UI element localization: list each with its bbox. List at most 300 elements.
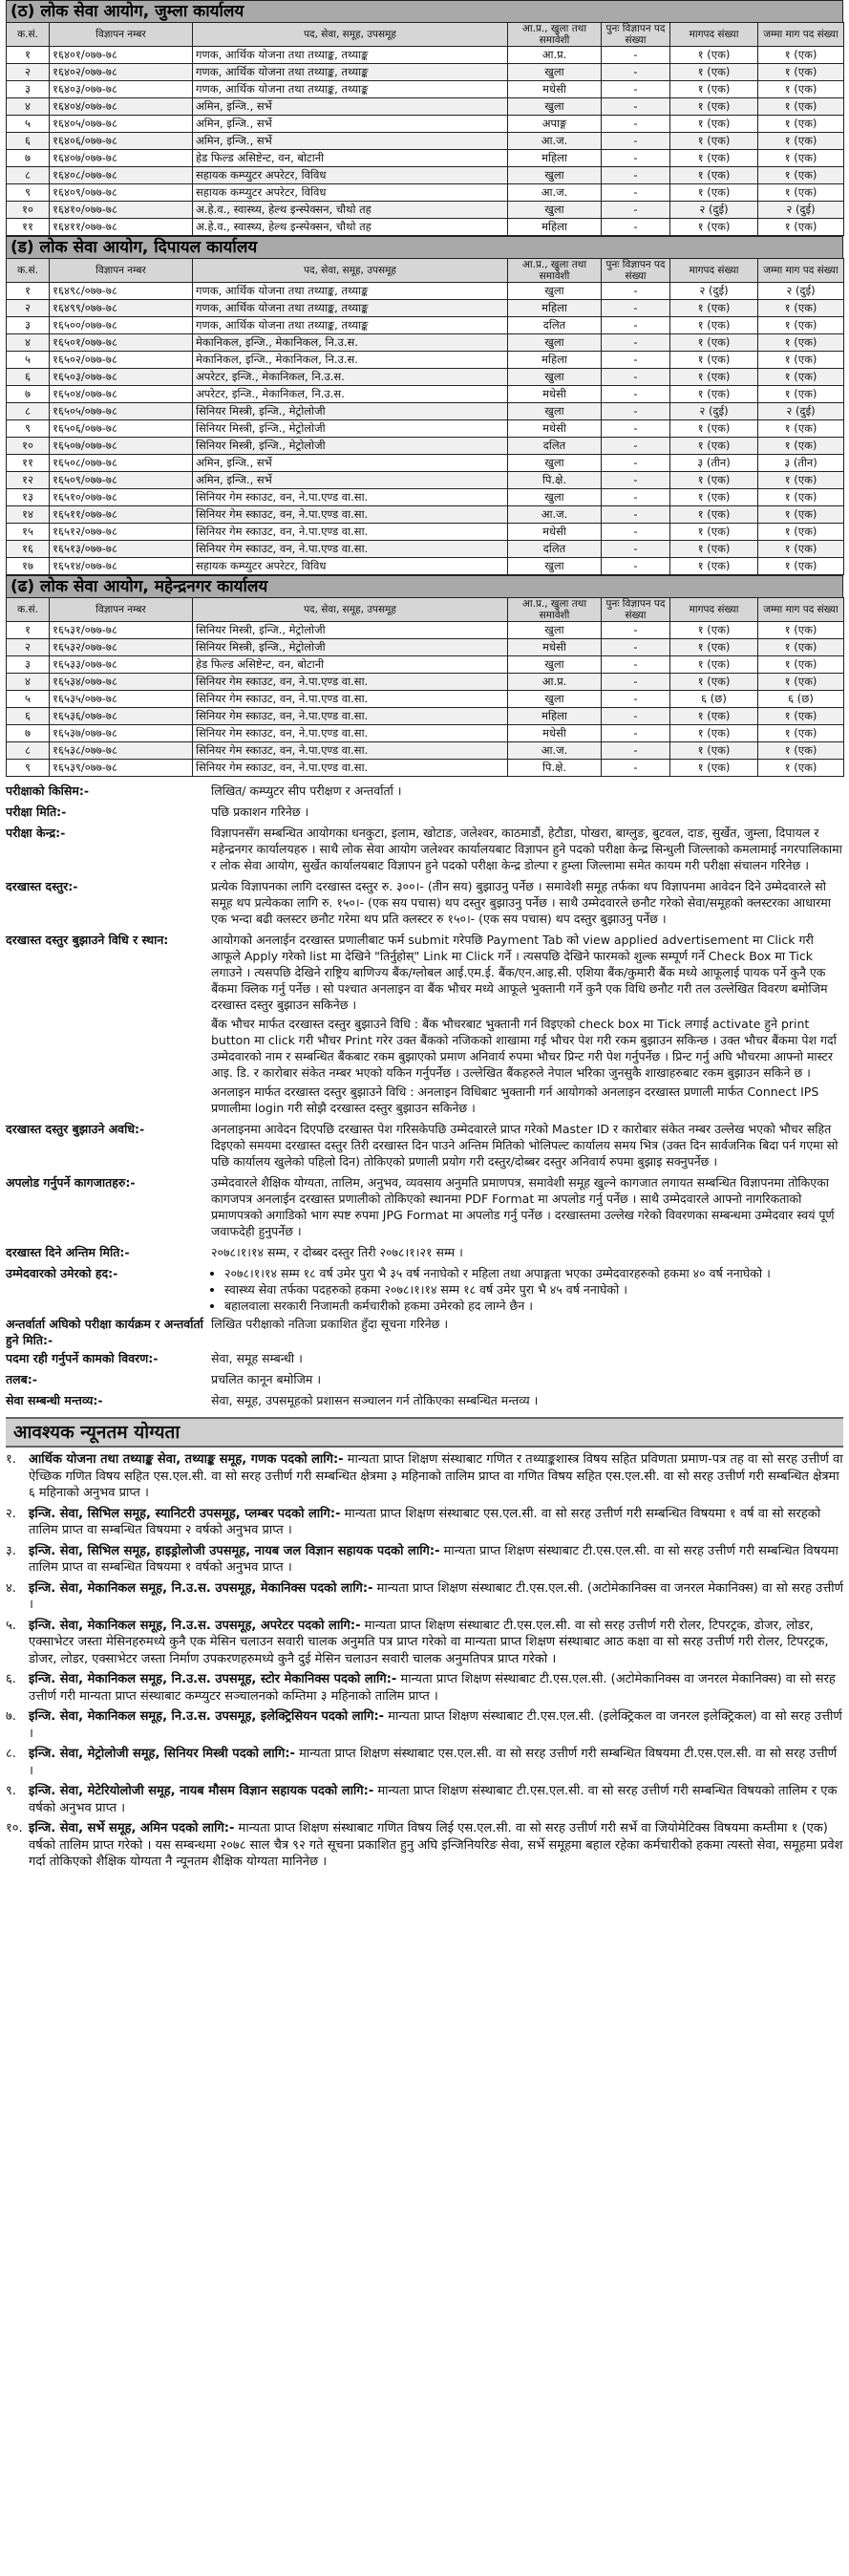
table-cell: १ (एक) [670, 116, 758, 133]
table-cell: ५ [7, 352, 50, 369]
table-cell: सिनियर गेम स्काउट, वन, ने.पा.एण्ड वा.सा. [193, 760, 508, 777]
column-header: मागपद संख्या [670, 259, 758, 283]
table-cell: १ [7, 622, 50, 639]
info-value [211, 804, 843, 823]
table-cell: - [602, 742, 670, 760]
table-cell: महिला [508, 300, 602, 317]
table-cell: १ (एक) [758, 438, 844, 455]
table-cell: २ (दुई) [758, 403, 844, 420]
vacancy-sections [6, 0, 843, 777]
table-cell: ३ [7, 656, 50, 674]
table-cell: ७ [7, 725, 50, 742]
table-cell: अमिन, इन्जि., सर्भे [193, 455, 508, 472]
table-cell: १ (एक) [670, 708, 758, 725]
table-row [7, 386, 844, 403]
qualifications-heading: आवश्यक न्यूनतम योग्यता [6, 1417, 843, 1448]
table-cell: - [602, 656, 670, 674]
qualification-number: ५. [6, 1618, 16, 1633]
table-cell: मधेसी [508, 420, 602, 438]
column-header: क.सं. [7, 259, 50, 283]
table-cell: १ [7, 47, 50, 64]
table-cell: ४ [7, 98, 50, 116]
qualifications-list [6, 1451, 843, 1871]
table-row [7, 455, 844, 472]
table-cell: मधेसी [508, 725, 602, 742]
table-cell: १ (एक) [670, 98, 758, 116]
table-cell: ४ [7, 674, 50, 691]
table-cell: मेकानिकल, इन्जि., मेकानिकल, नि.उ.स. [193, 334, 508, 352]
table-cell: १ (एक) [758, 420, 844, 438]
table-cell: १ (एक) [758, 742, 844, 760]
table-cell: - [602, 472, 670, 489]
table-cell: - [602, 167, 670, 184]
table-cell: - [602, 403, 670, 420]
table-cell: - [602, 184, 670, 202]
qualification-item [6, 1618, 843, 1668]
table-cell: मधेसी [508, 639, 602, 656]
qualification-post: इन्जि. सेवा, मेकानिकल समूह, नि.उ.स. उपसमूह, इलेक्ट्रिसियन पदको लागि:- [29, 1709, 385, 1724]
table-cell: १६५३२/०७७-७८ [50, 639, 193, 656]
table-cell: अमिन, इन्जि., सर्भे [193, 98, 508, 116]
table-row [7, 558, 844, 575]
table-cell: १६५१३/०७७-७८ [50, 541, 193, 558]
info-row [6, 783, 843, 802]
table-cell: सिनियर मिस्त्री, इन्जि., मेट्रोलोजी [193, 622, 508, 639]
table-cell: १२ [7, 472, 50, 489]
qualification-requirement: मान्यता प्राप्त शिक्षण संस्थाबाट टी.एस.एल.सी. (इलेक्ट्रिकल वा जनरल इलेक्ट्रिकल) वा सो सरह उत्तीर्ण । [29, 1709, 842, 1741]
table-cell: १ (एक) [670, 524, 758, 541]
table-cell: ६ [7, 708, 50, 725]
table-cell: अ.हे.व., स्वास्थ्य, हेल्थ इन्स्पेक्सन, चौथो तह [193, 219, 508, 236]
table-cell: सहायक कम्प्युटर अपरेटर, विविध [193, 167, 508, 184]
table-cell: १६४१०/०७७-७८ [50, 202, 193, 219]
table-cell: ५ [7, 116, 50, 133]
table-cell: १६४०३/०७७-७८ [50, 81, 193, 98]
table-cell: ४ [7, 334, 50, 352]
table-row [7, 472, 844, 489]
table-cell: १ (एक) [758, 760, 844, 777]
table-row [7, 742, 844, 760]
info-label: परीक्षाको किसिम:- [6, 784, 90, 798]
table-cell: १६४९८/०७७-७८ [50, 283, 193, 300]
table-cell: १६५०८/०७७-७८ [50, 455, 193, 472]
table-cell: ३ [7, 81, 50, 98]
table-row [7, 708, 844, 725]
table-cell: १ (एक) [758, 472, 844, 489]
table-cell: २ [7, 64, 50, 81]
table-cell: - [602, 455, 670, 472]
table-cell: - [602, 541, 670, 558]
table-cell: - [602, 334, 670, 352]
table-cell: २ (दुई) [670, 403, 758, 420]
info-row [6, 1121, 843, 1172]
info-value [211, 825, 843, 876]
table-cell: खुला [508, 691, 602, 708]
info-paragraph: सेवा, समूह, उपसमूहको प्रशासन सञ्चालन गर्न तोकिएका सम्बन्धित मन्तव्य । [211, 1393, 539, 1407]
table-cell: - [602, 674, 670, 691]
table-cell: गणक, आर्थिक योजना तथा तथ्याङ्क, तथ्याङ्क [193, 47, 508, 64]
table-cell: दलित [508, 317, 602, 334]
info-row [6, 1174, 843, 1242]
table-cell: १६४०१/०७७-७८ [50, 47, 193, 64]
table-row [7, 524, 844, 541]
table-cell: सिनियर मिस्त्री, इन्जि., मेट्रोलोजी [193, 403, 508, 420]
table-cell: दलित [508, 438, 602, 455]
table-cell: १६५३८/०७७-७८ [50, 742, 193, 760]
info-paragraph: सेवा, समूह सम्बन्धी । [211, 1351, 303, 1365]
table-cell: आ.प्र. [508, 674, 602, 691]
table-cell: - [602, 116, 670, 133]
table-cell: ५ [7, 691, 50, 708]
qualification-item [6, 1783, 843, 1816]
table-cell: ९ [7, 184, 50, 202]
info-paragraph: अनलाइन मार्फत दरखास्त दस्तुर बुझाउने विधि : अनलाइन विधिबाट भुक्तानी गर्न आयोगको अनलाइन दरखास्त प्रणाली मार्फत Connect IPS प्रणालीमा login गरी सोझै दरखास्त दस्तुर बुझाउन सकिनेछ । [211, 1084, 819, 1115]
column-header: पद, सेवा, समूह, उपसमूह [193, 23, 508, 47]
qualification-text [29, 1580, 843, 1614]
column-header: पद, सेवा, समूह, उपसमूह [193, 598, 508, 622]
info-paragraph: पछि प्रकाशन गरिनेछ । [211, 805, 309, 819]
table-row [7, 317, 844, 334]
table-cell: खुला [508, 622, 602, 639]
table-cell: दलित [508, 541, 602, 558]
qualification-requirement: मान्यता प्राप्त शिक्षण संस्थाबाट टी.एस.एल.सी. वा सो सरह उत्तीर्ण गरी रोलर, टिपरट्रक, डोजर, लोडर, एक्साभेटर जस्ता मेसिनहरुमध्ये कुनै एक मेसिन चलाउन सवारी चालक अनुमति पत्र प्राप्त गरेको वा मान्यता प्राप्त शिक्षण संस्थाबाट आठ कक्षा वा सो सरह उत्तीर्ण गरी रोलर, टिपरट्रक, डोजर, लोडर, एक्साभेटर जस्ता निर्माण उपकरणहरुमध्ये कुनै दुई मेसिन चलाउन सवारी चालक अनुमतिपत्र प्राप्त गरेको । [29, 1618, 829, 1666]
info-value [211, 1265, 843, 1314]
info-label: परीक्षा मिति:- [6, 805, 67, 819]
info-value [211, 1371, 843, 1390]
table-cell: १ (एक) [670, 150, 758, 167]
table-cell: खुला [508, 455, 602, 472]
table-cell: १ (एक) [758, 541, 844, 558]
table-cell: अपाङ्ग [508, 116, 602, 133]
table-cell: १ (एक) [670, 472, 758, 489]
table-cell: ११ [7, 219, 50, 236]
table-cell: सिनियर मिस्त्री, इन्जि., मेट्रोलोजी [193, 420, 508, 438]
qualification-item [6, 1708, 843, 1742]
table-cell: १६५०७/०७७-७८ [50, 438, 193, 455]
qualification-requirement: मान्यता प्राप्त शिक्षण संस्थाबाट टी.एस.एल.सी. वा सो सरह उत्तीर्ण गरी सम्बन्धित विषयमा तालिम प्राप्त वा सम्बन्धित विषयमा १ वर्षको अनुभव प्राप्त । [29, 1543, 838, 1575]
table-cell: १५ [7, 524, 50, 541]
info-row [6, 825, 843, 876]
table-cell: १ (एक) [670, 506, 758, 524]
table-cell: मधेसी [508, 524, 602, 541]
table-cell: १६५०५/०७७-७८ [50, 403, 193, 420]
table-cell: - [602, 489, 670, 506]
table-cell: १६४०४/०७७-७८ [50, 98, 193, 116]
qualification-number: ३. [6, 1543, 16, 1558]
section-title: (ड) लोक सेवा आयोग, दिपायल कार्यालय [6, 236, 843, 258]
table-row [7, 334, 844, 352]
info-paragraph: उम्मेदवारले शैक्षिक योग्यता, तालिम, अनुभव, व्यवसाय अनुमति प्रमाणपत्र, समावेशी समूह खुल्ने कागजात लगायत सम्बन्धित विज्ञापनमा तोकिएका कागजपत्र अनलाईन दरखास्त प्रणालीको तोकिएको स्थानमा PDF Format मा अपलोड गर्नु पर्नेछ । साथै उम्मेदवारले आफ्नो नागरिकताको प्रमाणपत्रको अगाडिको भाग स्पष्ट रुपमा JPG Format मा अपलोड गर्नु पर्नेछ । दरखास्तमा उल्लेख गरेको विवरणका सम्बन्धमा उम्मेदवार स्वयं पूर्ण जवाफदेही हुनुपर्नेछ । [211, 1175, 835, 1238]
table-cell: १ (एक) [758, 64, 844, 81]
table-cell: १ (एक) [670, 300, 758, 317]
info-label: अपलोड गर्नुपर्ने कागजातहरु:- [6, 1175, 136, 1190]
table-cell: १ (एक) [758, 708, 844, 725]
table-cell: महिला [508, 352, 602, 369]
table-cell: १० [7, 202, 50, 219]
table-cell: १ (एक) [758, 386, 844, 403]
table-cell: १६५०४/०७७-७८ [50, 386, 193, 403]
table-cell: हेड फिल्ड असिष्टेन्ट, वन, बोटानी [193, 150, 508, 167]
table-cell: १६५०६/०७७-७८ [50, 420, 193, 438]
qualification-text [29, 1708, 843, 1742]
table-row [7, 639, 844, 656]
table-cell: १ (एक) [758, 369, 844, 386]
table-cell: सिनियर गेम स्काउट, वन, ने.पा.एण्ड वा.सा. [193, 524, 508, 541]
table-cell: १ (एक) [758, 622, 844, 639]
table-cell: - [602, 760, 670, 777]
table-cell: १ (एक) [670, 674, 758, 691]
table-cell: - [602, 420, 670, 438]
column-header: विज्ञापन नम्बर [50, 23, 193, 47]
column-header: आ.प्र., खुला तथा समावेशी [508, 23, 602, 47]
column-header: पुनः विज्ञापन पद संख्या [602, 598, 670, 622]
table-cell: १ (एक) [670, 167, 758, 184]
table-cell: १ (एक) [670, 352, 758, 369]
table-cell: १६४०६/०७७-७८ [50, 133, 193, 150]
table-row [7, 47, 844, 64]
qualification-post: इन्जि. सेवा, मेट्रोलोजी समूह, सिनियर मिस्त्री पदको लागि:- [29, 1747, 295, 1761]
table-cell: १ (एक) [670, 541, 758, 558]
table-cell: - [602, 283, 670, 300]
column-header: जम्मा माग पद संख्या [758, 23, 844, 47]
table-cell: खुला [508, 489, 602, 506]
table-cell: १ (एक) [758, 558, 844, 575]
table-cell: महिला [508, 219, 602, 236]
table-cell: १ (एक) [758, 219, 844, 236]
table-cell: १६४०५/०७७-७८ [50, 116, 193, 133]
table-cell: १ (एक) [670, 219, 758, 236]
qualification-item [6, 1543, 843, 1577]
qualification-post: इन्जि. सेवा, सर्भे समूह, अमिन पदको लागि:- [29, 1821, 235, 1835]
qualification-post: आर्थिक योजना तथा तथ्याङ्क सेवा, तथ्याङ्क समूह, गणक पदको लागि:- [29, 1452, 344, 1467]
table-cell: ८ [7, 167, 50, 184]
qualification-number: ६. [6, 1672, 16, 1686]
table-cell: १ (एक) [758, 506, 844, 524]
qualification-text [29, 1543, 843, 1577]
qualification-requirement: मान्यता प्राप्त शिक्षण संस्थाबाट गणित विषय लिई एस.एल.सी. वा सो सरह उत्तीर्ण गरी सर्भे वा जियोमेटिक्स विषयमा कम्तीमा १ (एक) वर्षको तालिम प्राप्त गरेको । यस सम्बन्धमा २०७८ साल चैत्र ९२ गते सूचना प्रकाशित हुनु अघि इन्जिनियरिङ सेवा, सर्भे समूहमा बहाल रहेका कर्मचारीको हकमा त्यस्तो सेवा, समूहमा प्रवेश गर्दा तोकिएको शैक्षिक योग्यता नै न्यूनतम शैक्षिक योग्यता मानिनेछ । [29, 1821, 843, 1869]
table-cell: १६५३५/०७७-७८ [50, 691, 193, 708]
info-label: उम्मेदवारको उमेरको हद:- [6, 1266, 118, 1280]
table-cell: - [602, 64, 670, 81]
table-cell: ६ (छ) [758, 691, 844, 708]
qualification-post: इन्जि. सेवा, मेकानिकल समूह, नि.उ.स. उपसमूह, मेकानिक्स पदको लागि:- [29, 1580, 373, 1596]
info-paragraph: आयोगको अनलाईन दरखास्त प्रणालीबाट फर्म submit गरेपछि Payment Tab को view applied advertisement मा Click गरी आफूले Apply गरेको list मा देखिने "तिर्नुहोस्" Link मा Click गर्ने । त्यसपछि देखिने फारमको शुल्क सम्पूर्ण गर्ने Check Box मा Tick लगाउने । त्यसपछि देखिने राष्ट्रिय बाणिज्य बैंक/ग्लोबल आई.एम.ई. बैंक/एन.आइ.सी. एशिया बैंक/कुमारी बैंक मध्ये आफूलाई पायक पर्ने कुनै एक बैंकमा क्लिक गर्नु पर्नेछ । सो पश्चात अनलाइन वा बैंक भौचर मध्ये आफूले भुक्तानी गर्ने कुनै एक विधि छनौट गरी तल उल्लेखित विवरण बमोजिम दरखास्त दस्तुर बुझाउन सकिनेछ । [211, 933, 828, 1012]
table-cell: अ.हे.व., स्वास्थ्य, हेल्थ इन्स्पेक्सन, चौथो तह [193, 202, 508, 219]
info-paragraph: २०७८।१।१४ सम्म, र दोब्बर दस्तुर तिरी २०७८।१।२१ सम्म । [211, 1245, 463, 1259]
info-paragraph: अनलाइनमा आवेदन दिएपछि दरखास्त पेश गरिसकेपछि उम्मेदवारले प्राप्त गरेको Master ID र कारोबार संकेत नम्बर उल्लेख भएको भौचर सहित दिइएको समयमा दरखास्त दस्तुर तिरी दरखास्त दिन पाउने अन्तिम मितिको भोलिपल्ट कार्यालय समय भित्र (उक्त दिन सार्वजनिक बिदा पर्न गएमा सो पछि कार्यालय खुलेको पहिलो दिन) तोकिएको प्रणाली प्रयोग गरी दस्तुर/दोब्बर दस्तुर अनिवार्य रुपमा बुझाइ सक्नुपर्नेछ । [211, 1122, 838, 1169]
table-cell: ७ [7, 150, 50, 167]
info-bullet: • २०७८।१।१४ सम्म १८ वर्ष उमेर पुरा भै ३५ वर्ष ननाघेको र महिला तथा अपाङ्गता भएका उम्मेदवारहरुको हकमा ४० वर्ष ननाघेको । [224, 1265, 843, 1281]
table-cell: अमिन, इन्जि., सर्भे [193, 116, 508, 133]
table-cell: ७ [7, 386, 50, 403]
qualification-requirement: मान्यता प्राप्त शिक्षण संस्थाबाट टी.एस.एल.सी. (अटोमेकानिक्स वा जनरल मेकानिक्स) वा सो सरह उत्तीर्ण गरी मान्यता प्राप्त संस्थाबाट कम्प्युटर सञ्चालनको कम्तिमा ३ महिनाको तालिम प्राप्त । [29, 1672, 836, 1704]
table-cell: मधेसी [508, 386, 602, 403]
column-header: विज्ञापन नम्बर [50, 259, 193, 283]
info-value [211, 878, 843, 930]
table-cell: ११ [7, 455, 50, 472]
table-cell: १६५१०/०७७-७८ [50, 489, 193, 506]
table-cell: - [602, 98, 670, 116]
table-header-row [7, 598, 844, 622]
table-cell: सिनियर गेम स्काउट, वन, ने.पा.एण्ड वा.सा. [193, 708, 508, 725]
table-cell: २ [7, 300, 50, 317]
table-cell: १६५३१/०७७-७८ [50, 622, 193, 639]
table-cell: १६५११/०७७-७८ [50, 506, 193, 524]
column-header: जम्मा माग पद संख्या [758, 259, 844, 283]
table-cell: - [602, 47, 670, 64]
table-cell: १ (एक) [758, 98, 844, 116]
info-paragraph: लिखित परीक्षाको नतिजा प्रकाशित हुँदा सूचना गरिनेछ । [211, 1317, 449, 1331]
table-cell: १ (एक) [670, 369, 758, 386]
table-cell: ३ [7, 317, 50, 334]
table-cell: १६५००/०७७-७८ [50, 317, 193, 334]
table-row [7, 691, 844, 708]
table-header-row [7, 23, 844, 47]
column-header: मागपद संख्या [670, 23, 758, 47]
table-cell: १ (एक) [670, 622, 758, 639]
qualification-number: ४. [6, 1580, 16, 1596]
table-cell: ९ [7, 760, 50, 777]
table-cell: खुला [508, 334, 602, 352]
info-label: परीक्षा केन्द्र:- [6, 826, 66, 840]
table-cell: १ (एक) [670, 334, 758, 352]
info-row [6, 1371, 843, 1390]
table-cell: - [602, 317, 670, 334]
column-header: जम्मा माग पद संख्या [758, 598, 844, 622]
table-cell: खुला [508, 98, 602, 116]
table-cell: १६४११/०७७-७८ [50, 219, 193, 236]
table-cell: १ (एक) [670, 742, 758, 760]
vacancy-table [6, 597, 844, 777]
table-cell: १ (एक) [758, 656, 844, 674]
table-cell: पि.क्षे. [508, 472, 602, 489]
table-cell: - [602, 133, 670, 150]
table-cell: १६४०८/०७७-७८ [50, 167, 193, 184]
table-cell: १७ [7, 558, 50, 575]
table-row [7, 541, 844, 558]
table-cell: - [602, 622, 670, 639]
table-cell: अपरेटर, इन्जि., मेकानिकल, नि.उ.स. [193, 386, 508, 403]
info-label: सेवा सम्बन्धी मन्तव्य:- [6, 1393, 103, 1407]
table-row [7, 202, 844, 219]
info-paragraph: प्रत्येक विज्ञापनका लागि दरखास्त दस्तुर रु. ३००।- (तीन सय) बुझाउनु पर्नेछ । समावेशी समूह तर्फका थप विज्ञापनमा आवेदन दिने उम्मेदवारले सो समूह थप प्रत्येकका लागि रु. १५०।- (एक सय पचास) थप दस्तुर बुझाउनु पर्नेछ । साथै उम्मेदवारले छनौट गरेको सेवा/समूहको क्लस्टरका आधारमा एक भन्दा बढी क्लस्टर छनौट गरेमा थप प्रति क्लस्टर रु १५०।- (एक सय पचास) थप दस्तुर बुझाउनु पर्नेछ । [211, 879, 831, 926]
info-row [6, 1244, 843, 1263]
table-cell: १ (एक) [670, 558, 758, 575]
table-cell: - [602, 691, 670, 708]
table-cell: सिनियर गेम स्काउट, वन, ने.पा.एण्ड वा.सा. [193, 742, 508, 760]
table-cell: १ (एक) [758, 81, 844, 98]
table-cell: १ (एक) [670, 489, 758, 506]
table-row [7, 403, 844, 420]
table-cell: १ (एक) [670, 184, 758, 202]
table-cell: १ (एक) [758, 334, 844, 352]
table-cell: १ (एक) [670, 656, 758, 674]
section-title: (ढ) लोक सेवा आयोग, महेन्द्रनगर कार्यालय [6, 575, 843, 597]
column-header: पद, सेवा, समूह, उपसमूह [193, 259, 508, 283]
table-cell: हेड फिल्ड असिष्टेन्ट, वन, बोटानी [193, 656, 508, 674]
table-row [7, 133, 844, 150]
section-title: (ठ) लोक सेवा आयोग, जुम्ला कार्यालय [6, 0, 843, 22]
info-value [211, 1174, 843, 1242]
table-cell: १ (एक) [758, 133, 844, 150]
table-row [7, 167, 844, 184]
table-cell: १ (एक) [758, 116, 844, 133]
table-cell: - [602, 639, 670, 656]
table-cell: खुला [508, 656, 602, 674]
table-cell: आ.प्र. [508, 47, 602, 64]
table-cell: १ [7, 283, 50, 300]
table-cell: १६४०२/०७७-७८ [50, 64, 193, 81]
table-cell: ६ [7, 369, 50, 386]
table-cell: मधेसी [508, 81, 602, 98]
column-header: पुनः विज्ञापन पद संख्या [602, 259, 670, 283]
table-cell: १ (एक) [758, 47, 844, 64]
table-cell: सिनियर गेम स्काउट, वन, ने.पा.एण्ड वा.सा. [193, 691, 508, 708]
table-row [7, 116, 844, 133]
table-cell: १ (एक) [670, 81, 758, 98]
table-cell: - [602, 81, 670, 98]
column-header: पुनः विज्ञापन पद संख्या [602, 23, 670, 47]
qualification-item [6, 1746, 843, 1779]
info-label: दरखास्त दस्तुर:- [6, 879, 78, 893]
table-cell: १ (एक) [758, 300, 844, 317]
table-cell: - [602, 219, 670, 236]
info-paragraph: विज्ञापनसँग सम्बन्धित आयोगका धनकुटा, इलाम, खोटाङ, जलेश्वर, काठमाडौं, हेटौडा, पोखरा, बाग्लुङ, बुटवल, दाङ, सुर्खेत, जुम्ला, दिपायल र महेन्द्रनगर कार्यालयहरु । साथै लोक सेवा आयोग जलेश्वर कार्यालयबाट विज्ञापन हुने पदको परीक्षा केन्द्र सिन्धुली जिल्लाको कमलामाई नगरपालिकामा र लोक सेवा आयोग, सुर्खेत कार्यालयबाट विज्ञापन हुने पदको परीक्षा केन्द्र डोल्पा र हुम्ला जिल्लामा समेत कायम गरी परीक्षा संचालन गरिनेछ । [211, 826, 842, 872]
vacancy-table [6, 22, 844, 236]
qualification-number: २. [6, 1506, 16, 1521]
qualification-item [6, 1580, 843, 1614]
table-cell: गणक, आर्थिक योजना तथा तथ्याङ्क, तथ्याङ्क [193, 81, 508, 98]
table-row [7, 283, 844, 300]
table-cell: १६५०२/०७७-७८ [50, 352, 193, 369]
table-cell: खुला [508, 167, 602, 184]
table-cell: २ (दुई) [670, 283, 758, 300]
table-cell: सिनियर मिस्त्री, इन्जि., मेट्रोलोजी [193, 639, 508, 656]
table-cell: अपरेटर, इन्जि., मेकानिकल, नि.उ.स. [193, 369, 508, 386]
table-cell: १ (एक) [670, 64, 758, 81]
table-cell: १६५०१/०७७-७८ [50, 334, 193, 352]
qualification-post: इन्जि. सेवा, मेकानिकल समूह, नि.उ.स. उपसमूह, स्टोर मेकानिक्स पदको लागि:- [29, 1672, 397, 1686]
table-cell: ३ (तीन) [670, 455, 758, 472]
table-cell: महिला [508, 150, 602, 167]
table-cell: - [602, 386, 670, 403]
info-label: दरखास्त दस्तुर बुझाउने अवधि:- [6, 1122, 145, 1136]
table-cell: १ (एक) [670, 386, 758, 403]
table-cell: १६ [7, 541, 50, 558]
table-cell: - [602, 708, 670, 725]
table-cell: ६ [7, 133, 50, 150]
table-cell: आ.ज. [508, 133, 602, 150]
table-cell: १ (एक) [758, 524, 844, 541]
qualification-item [6, 1671, 843, 1705]
info-bullet: • स्वास्थ्य सेवा तर्फका पदहरुको हकमा २०७८।१।१४ सम्म १८ वर्ष उमेर पुरा भै ४५ वर्ष ननाघेको । [224, 1281, 843, 1298]
table-cell: १ (एक) [670, 760, 758, 777]
table-cell: १ (एक) [758, 184, 844, 202]
table-cell: १६५१४/०७७-७८ [50, 558, 193, 575]
column-header: मागपद संख्या [670, 598, 758, 622]
table-header-row [7, 259, 844, 283]
qualification-requirement: मान्यता प्राप्त शिक्षण संस्थाबाट एस.एल.सी. वा सो सरह उत्तीर्ण गरी सम्बन्धित विषयमा १ वर्ष वा सो सरहको तालिम प्राप्त वा सम्बन्धित विषयमा २ वर्षको अनुभव प्राप्त । [29, 1506, 821, 1537]
qualification-text [29, 1746, 843, 1779]
info-row [6, 1392, 843, 1411]
table-cell: सिनियर मिस्त्री, इन्जि., मेट्रोलोजी [193, 438, 508, 455]
table-cell: सिनियर गेम स्काउट, वन, ने.पा.एण्ड वा.सा. [193, 674, 508, 691]
table-cell: ९ [7, 420, 50, 438]
vacancy-table [6, 258, 844, 575]
table-row [7, 352, 844, 369]
table-cell: खुला [508, 202, 602, 219]
table-row [7, 438, 844, 455]
